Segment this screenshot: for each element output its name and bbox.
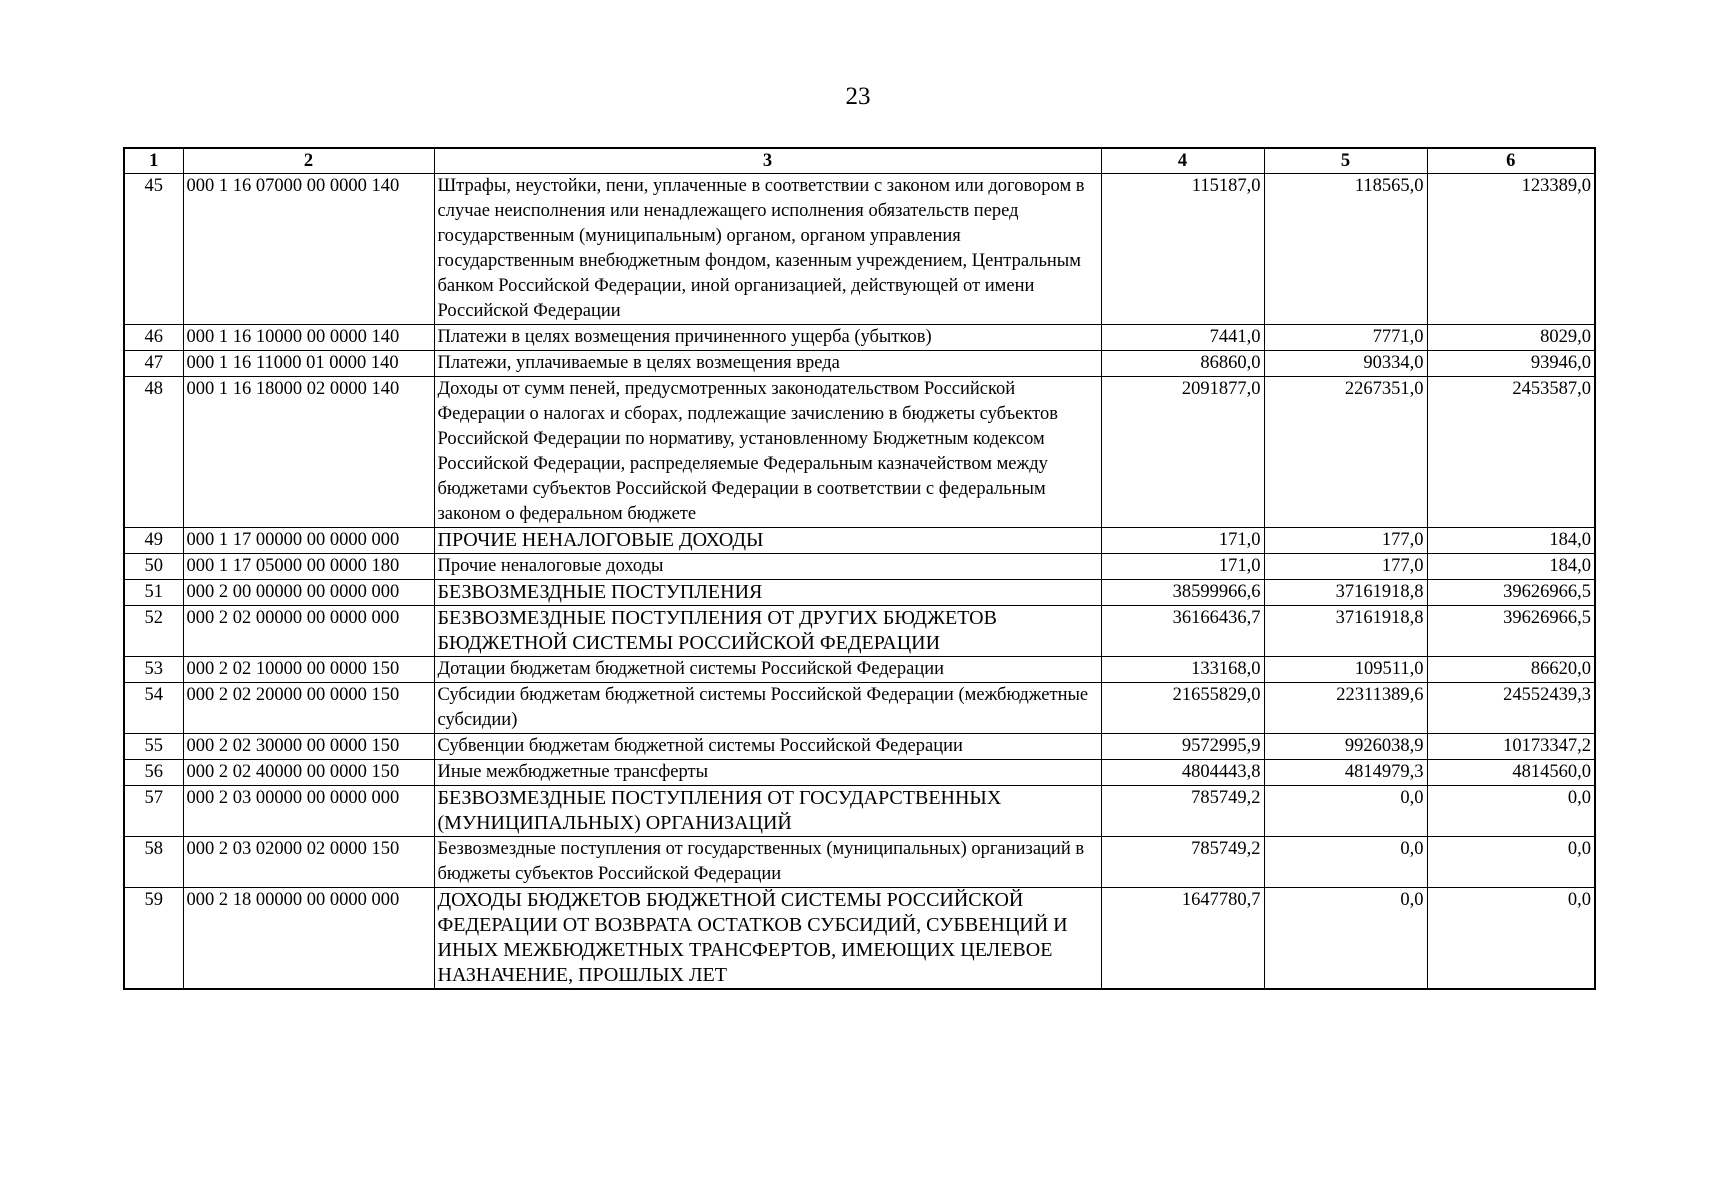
table-row: [124, 606, 1595, 657]
value-col-4: 9572995,9: [1101, 734, 1264, 760]
table-row: [124, 325, 1595, 351]
row-number: 56: [124, 760, 183, 786]
value-col-4: 133168,0: [1101, 657, 1264, 683]
table-row: [124, 683, 1595, 734]
row-number: 55: [124, 734, 183, 760]
revenue-name: Субсидии бюджетам бюджетной системы Российской Федерации (межбюджетные субсидии): [434, 683, 1101, 734]
value-col-6: 0,0: [1427, 837, 1595, 888]
row-number: 58: [124, 837, 183, 888]
table-row: [124, 174, 1595, 325]
revenue-name: БЕЗВОЗМЕЗДНЫЕ ПОСТУПЛЕНИЯ ОТ ГОСУДАРСТВЕННЫХ (МУНИЦИПАЛЬНЫХ) ОРГАНИЗАЦИЙ: [434, 786, 1101, 837]
row-number: 57: [124, 786, 183, 837]
budget-code: 000 1 17 05000 00 0000 180: [183, 554, 434, 580]
row-number: 53: [124, 657, 183, 683]
value-col-5: 177,0: [1264, 528, 1427, 554]
value-col-5: 2267351,0: [1264, 377, 1427, 528]
value-col-4: 4804443,8: [1101, 760, 1264, 786]
value-col-6: 93946,0: [1427, 351, 1595, 377]
column-header-1: 1: [124, 148, 183, 174]
value-col-6: 0,0: [1427, 786, 1595, 837]
budget-code: 000 2 03 00000 00 0000 000: [183, 786, 434, 837]
table-row: [124, 528, 1595, 554]
budget-code: 000 2 00 00000 00 0000 000: [183, 580, 434, 606]
value-col-4: 785749,2: [1101, 786, 1264, 837]
row-number: 47: [124, 351, 183, 377]
revenue-name: БЕЗВОЗМЕЗДНЫЕ ПОСТУПЛЕНИЯ: [434, 580, 1101, 606]
revenue-name: Платежи, уплачиваемые в целях возмещения вреда: [434, 351, 1101, 377]
value-col-5: 37161918,8: [1264, 606, 1427, 657]
budget-code: 000 1 16 10000 00 0000 140: [183, 325, 434, 351]
row-number: 46: [124, 325, 183, 351]
value-col-5: 37161918,8: [1264, 580, 1427, 606]
table-row: [124, 888, 1595, 990]
value-col-4: 2091877,0: [1101, 377, 1264, 528]
value-col-5: 0,0: [1264, 888, 1427, 990]
budget-code: 000 2 02 20000 00 0000 150: [183, 683, 434, 734]
row-number: 49: [124, 528, 183, 554]
column-header-2: 2: [183, 148, 434, 174]
revenue-name: БЕЗВОЗМЕЗДНЫЕ ПОСТУПЛЕНИЯ ОТ ДРУГИХ БЮДЖЕТОВ БЮДЖЕТНОЙ СИСТЕМЫ РОССИЙСКОЙ ФЕДЕРАЦИИ: [434, 606, 1101, 657]
table-row: [124, 760, 1595, 786]
budget-code: 000 1 16 18000 02 0000 140: [183, 377, 434, 528]
value-col-5: 7771,0: [1264, 325, 1427, 351]
budget-code: 000 1 17 00000 00 0000 000: [183, 528, 434, 554]
revenue-name: Штрафы, неустойки, пени, уплаченные в соответствии с законом или договором в случае неисполнения или ненадлежащего исполнения обязательств перед государственным (муниципальным) органом, органом управления государственным внебюджетным фондом, казенным учреждением, Центральным банком Российской Федерации, иной организацией, действующей от имени Российской Федерации: [434, 174, 1101, 325]
value-col-5: 4814979,3: [1264, 760, 1427, 786]
value-col-6: 184,0: [1427, 528, 1595, 554]
value-col-6: 8029,0: [1427, 325, 1595, 351]
row-number: 48: [124, 377, 183, 528]
revenue-name: Прочие неналоговые доходы: [434, 554, 1101, 580]
table-row: [124, 837, 1595, 888]
row-number: 59: [124, 888, 183, 990]
table-row: [124, 657, 1595, 683]
value-col-6: 10173347,2: [1427, 734, 1595, 760]
value-col-5: 109511,0: [1264, 657, 1427, 683]
table-row: [124, 554, 1595, 580]
value-col-6: 2453587,0: [1427, 377, 1595, 528]
table-row: [124, 580, 1595, 606]
table-row: [124, 377, 1595, 528]
value-col-4: 86860,0: [1101, 351, 1264, 377]
column-header-5: 5: [1264, 148, 1427, 174]
value-col-4: 785749,2: [1101, 837, 1264, 888]
budget-code: 000 1 16 07000 00 0000 140: [183, 174, 434, 325]
row-number: 45: [124, 174, 183, 325]
revenue-table: [123, 147, 1596, 990]
revenue-name: ДОХОДЫ БЮДЖЕТОВ БЮДЖЕТНОЙ СИСТЕМЫ РОССИЙСКОЙ ФЕДЕРАЦИИ ОТ ВОЗВРАТА ОСТАТКОВ СУБСИДИЙ, СУБВЕНЦИЙ И ИНЫХ МЕЖБЮДЖЕТНЫХ ТРАНСФЕРТОВ, ИМЕЮЩИХ ЦЕЛЕВОЕ НАЗНАЧЕНИЕ, ПРОШЛЫХ ЛЕТ: [434, 888, 1101, 990]
page-number: 23: [845, 83, 871, 110]
value-col-6: 24552439,3: [1427, 683, 1595, 734]
budget-code: 000 2 02 40000 00 0000 150: [183, 760, 434, 786]
revenue-name: Дотации бюджетам бюджетной системы Российской Федерации: [434, 657, 1101, 683]
row-number: 52: [124, 606, 183, 657]
table-body: [124, 174, 1595, 990]
value-col-4: 1647780,7: [1101, 888, 1264, 990]
budget-code: 000 2 03 02000 02 0000 150: [183, 837, 434, 888]
value-col-6: 39626966,5: [1427, 580, 1595, 606]
value-col-6: 0,0: [1427, 888, 1595, 990]
revenue-name: Иные межбюджетные трансферты: [434, 760, 1101, 786]
value-col-6: 4814560,0: [1427, 760, 1595, 786]
row-number: 50: [124, 554, 183, 580]
value-col-4: 38599966,6: [1101, 580, 1264, 606]
budget-code: 000 2 02 30000 00 0000 150: [183, 734, 434, 760]
table-row: [124, 786, 1595, 837]
revenue-name: Платежи в целях возмещения причиненного ущерба (убытков): [434, 325, 1101, 351]
table-header: [124, 148, 1595, 174]
value-col-6: 86620,0: [1427, 657, 1595, 683]
value-col-5: 0,0: [1264, 786, 1427, 837]
value-col-6: 123389,0: [1427, 174, 1595, 325]
value-col-6: 184,0: [1427, 554, 1595, 580]
table-row: [124, 351, 1595, 377]
value-col-6: 39626966,5: [1427, 606, 1595, 657]
value-col-4: 21655829,0: [1101, 683, 1264, 734]
budget-code: 000 2 02 00000 00 0000 000: [183, 606, 434, 657]
column-header-3: 3: [434, 148, 1101, 174]
column-header-6: 6: [1427, 148, 1595, 174]
budget-code: 000 2 18 00000 00 0000 000: [183, 888, 434, 990]
budget-code: 000 2 02 10000 00 0000 150: [183, 657, 434, 683]
table-row: [124, 734, 1595, 760]
revenue-name: Безвозмездные поступления от государственных (муниципальных) организаций в бюджеты субъектов Российской Федерации: [434, 837, 1101, 888]
row-number: 54: [124, 683, 183, 734]
value-col-5: 9926038,9: [1264, 734, 1427, 760]
value-col-4: 171,0: [1101, 528, 1264, 554]
value-col-4: 36166436,7: [1101, 606, 1264, 657]
revenue-name: Доходы от сумм пеней, предусмотренных законодательством Российской Федерации о налогах и сборах, подлежащие зачислению в бюджеты субъектов Российской Федерации по нормативу, установленному Бюджетным кодексом Российской Федерации, распределяемые Федеральным казначейством между бюджетами субъектов Российской Федерации в соответствии с федеральным законом о федеральном бюджете: [434, 377, 1101, 528]
value-col-5: 118565,0: [1264, 174, 1427, 325]
value-col-4: 171,0: [1101, 554, 1264, 580]
value-col-4: 115187,0: [1101, 174, 1264, 325]
revenue-name: Субвенции бюджетам бюджетной системы Российской Федерации: [434, 734, 1101, 760]
revenue-name: ПРОЧИЕ НЕНАЛОГОВЫЕ ДОХОДЫ: [434, 528, 1101, 554]
value-col-5: 90334,0: [1264, 351, 1427, 377]
row-number: 51: [124, 580, 183, 606]
value-col-5: 0,0: [1264, 837, 1427, 888]
budget-code: 000 1 16 11000 01 0000 140: [183, 351, 434, 377]
value-col-5: 22311389,6: [1264, 683, 1427, 734]
header-row: [124, 148, 1595, 174]
value-col-5: 177,0: [1264, 554, 1427, 580]
column-header-4: 4: [1101, 148, 1264, 174]
value-col-4: 7441,0: [1101, 325, 1264, 351]
